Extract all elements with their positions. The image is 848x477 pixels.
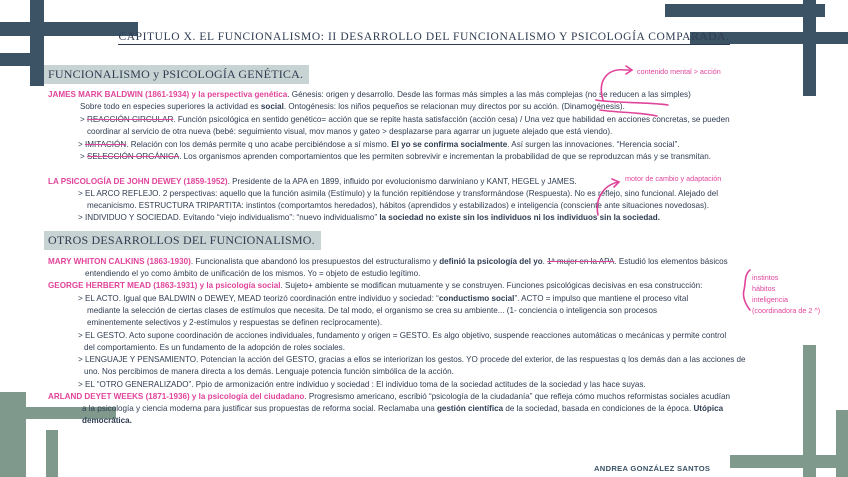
frame-bar — [0, 53, 40, 66]
page-title: CAPITULO X. EL FUNCIONALISMO: II DESARROLLO DEL FUNCIONALISMO Y PSICOLOGÍA COMPARADA. — [118, 31, 730, 43]
calkins-line-2: entendiendo el yo como ámbito de unificación de los mismos. Yo = objeto de estudio legítimo. — [85, 269, 421, 278]
frame-bar — [665, 4, 825, 17]
mead-gesto-cont: del comportamiento. Es un fundamento de la adopción de roles sociales. — [84, 343, 345, 352]
frame-bar — [30, 0, 44, 86]
dewey-individuo-sociedad: > INDIVIDUO Y SOCIEDAD. Evitando “viejo individualismo”: “nuevo individualismo” la sociedad no existe sin los individuos ni los individuos sin la sociedad. — [78, 213, 660, 222]
baldwin-line-2: Sobre todo en especies superiores la actividad es social. Ontogénesis: los niños pequeños se relacionan muy directos por su acción. (Dinamogénesis). — [80, 102, 625, 111]
author-footer: ANDREA GONZÁLEZ SANTOS — [594, 464, 711, 473]
frame-bar — [836, 410, 848, 477]
baldwin-seleccion-organica: > SELECCIÓN ORGÁNICA. Los organismos aprenden comportamientos que les permiten sobrevivir e incrementan la probabilidad de que se reproduzcan más y se transmitan. — [80, 152, 711, 161]
annotation-motor-cambio: motor de cambio y adaptación — [625, 174, 722, 183]
frame-bar — [803, 0, 816, 96]
section-heading-genetica: FUNCIONALISMO y PSICOLOGÍA GENÉTICA. — [44, 65, 309, 84]
frame-bar — [730, 455, 848, 468]
baldwin-reaccion-circular: > REACCIÓN CIRCULAR. Función psicológica en sentido genético= acción que se repite hasta satisfacción (acción cesa) / Una vez que habilidad en acciones concretas, se pueden — [80, 115, 730, 124]
mead-lenguaje: > LENGUAJE Y PENSAMIENTO. Potencian la acción del GESTO, gracias a ellos se interiorizan los gestos. YO procede del exterior, de las respuestas q los demás dan a las acciones de — [78, 355, 746, 364]
weeks-line-1: ARLAND DEYET WEEKS (1871-1936) y la psicología del ciudadano. Progresismo americano, escribió “psicología de la ciudadanía” que refleja cómo muchos reformistas sociales acudían — [48, 392, 730, 401]
section-heading-otros: OTROS DESARROLLOS DEL FUNCIONALISMO. — [44, 231, 321, 250]
annotation-contenido-mental: contenido mental > acción — [637, 67, 721, 76]
calkins-line-1: MARY WHITON CALKINS (1863-1930). Funcionalista que abandonó los presupuestos del estructuralismo y definió la psicología del yo. 1ª mujer en la APA. Estudió los elementos básicos — [48, 257, 728, 266]
dewey-arco-reflejo-cont: mecanicismo. ESTRUCTURA TRIPARTITA: instintos (comportamtos heredados), hábitos (aprendidos y estabilizados) e inteligencia (consciente ante situaciones novedosas). — [87, 201, 710, 210]
mead-acto-cont-2: eminentemente selectivos y 2-estímulos y respuestas se definen recíprocamente). — [87, 318, 383, 327]
dewey-line-1: LA PSICOLOGÍA DE JOHN DEWEY (1859-1952). Presidente de la APA en 1899, influido por evolucionismo darwiniano y KANT, HEGEL y JAMES. — [48, 177, 577, 186]
annotation-coordinadora: (coordinadora de 2 ^) — [752, 306, 821, 315]
frame-bar — [803, 345, 816, 477]
mead-acto: > EL ACTO. Igual que BALDWIN o DEWEY, MEAD teorizó coordinación entre individuo y sociedad: “conductismo social”. ACTO = impulso que mantiene el proceso vital — [78, 294, 689, 303]
frame-bar — [46, 430, 58, 477]
mead-acto-cont-1: mediante la selección de ciertas clases de estímulos que necesita. De tal modo, el organismo se crea su ambiente... (1- conciencia o inteligencia son procesos — [87, 306, 658, 315]
mead-gesto: > EL GESTO. Acto supone coordinación de acciones individuales, fundamento y origen = GESTO. Es algo objetivo, suspende reacciones automáticas o mecánicas y permite control — [78, 331, 727, 340]
mead-otro-generalizado: > EL “OTRO GENERALIZADO”. Ppio de armonización entre individuo y sociedad : El individuo toma de la sociedad actitudes de la sociedad y las hace suyas. — [78, 380, 646, 389]
weeks-line-3: democrática. — [82, 416, 132, 425]
mead-lenguaje-cont: uno. Nos percibimos de manera directa a los demás. Lenguaje potencia función simbólica de la acción. — [84, 367, 454, 376]
mead-line-1: GEORGE HERBERT MEAD (1863-1931) y la psicología social. Sujeto+ ambiente se modifican mutuamente y se construyen. Funciones psicológicas decisivas en esa construcción: — [48, 281, 703, 290]
baldwin-line-1: JAMES MARK BALDWIN (1861-1934) y la perspectiva genética. Génesis: origen y desarrollo. Desde las formas más simples a las más complejas (no se reducen a las simples) — [48, 90, 691, 99]
annotation-inteligencia: inteligencia — [752, 295, 788, 304]
frame-bar — [0, 392, 26, 477]
dewey-arco-reflejo: > EL ARCO REFLEJO. 2 perspectivas: aquello que la función asimila (Estímulo) y la función repitiéndose y transformándose (Respuesta). No es reflejo, sino funcional. Alejado del — [78, 189, 719, 198]
baldwin-imitacion: > IMITACIÓN. Relación con los demás permite q uno acabe percibiéndose a sí mismo. El yo se confirma socialmente. Así surgen las innovaciones. “Herencia social”. — [78, 140, 680, 149]
annotation-habitos: hábitos — [752, 284, 776, 293]
annotation-instintos: instintos — [752, 273, 779, 282]
weeks-line-2: a la psicología y ciencia moderna para justificar sus propuestas de reforma social. Reclamaba una gestión científica de la sociedad, basada en condiciones de la época. Utópica — [82, 404, 724, 413]
baldwin-reaccion-circular-cont: coordinar al servicio de otra nueva (bebé: seguimiento visual, mov manos y gateo > desplazarse para agarrar un juguete alejado que está viendo). — [87, 127, 613, 136]
